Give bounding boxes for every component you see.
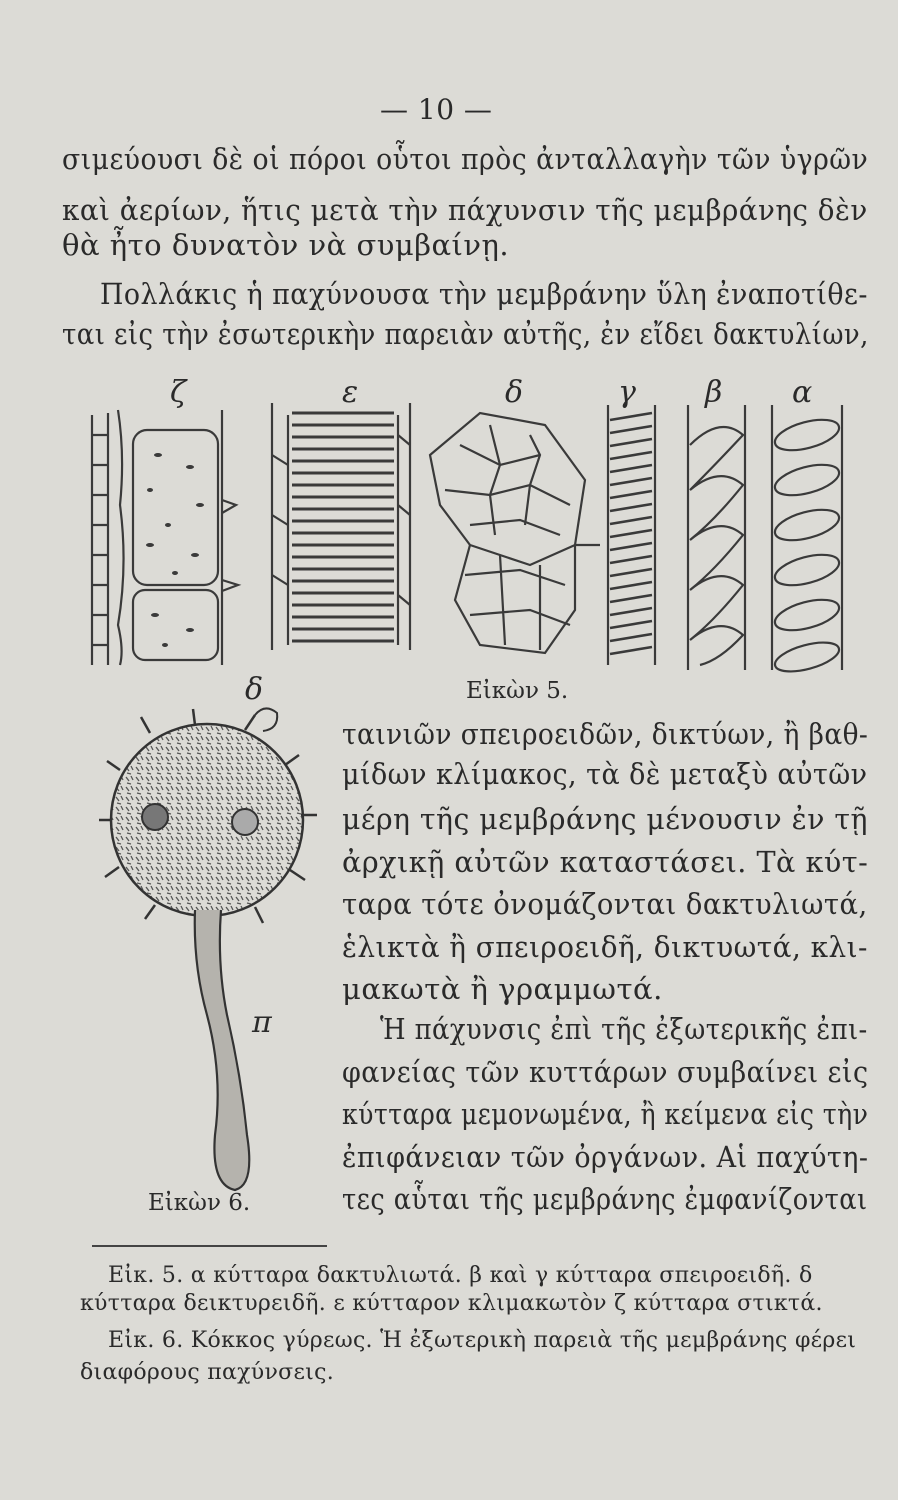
- fig5-illustration: [0, 395, 898, 695]
- fig5-cell-gamma: [608, 405, 655, 665]
- fig5-cell-beta: [688, 405, 745, 670]
- fig6-pollen-grain-illustration: [95, 695, 335, 1215]
- fig5-cell-alpha: [772, 405, 842, 677]
- fig6-label-pi: π: [252, 1005, 272, 1040]
- text-line: ταρα τότε ὀνομάζονται δακτυλιωτά,: [342, 887, 868, 921]
- fig6-label-delta: δ: [245, 672, 264, 707]
- fig5-label-zeta: ζ: [170, 375, 187, 410]
- footnote-line: διαφόρους παχύνσεις.: [80, 1360, 334, 1385]
- footnote-line: Εἰκ. 5. α κύτταρα δακτυλιωτά. β καὶ γ κύτταρα σπειροειδῆ. δ: [108, 1263, 813, 1288]
- text-line: τες αὗται τῆς μεμβράνης ἐμφανίζονται: [342, 1182, 868, 1216]
- fig5-label-delta: δ: [505, 375, 524, 410]
- text-line: ται εἰς τὴν ἐσωτερικὴν παρειὰν αὐτῆς, ἐν εἴδει δακτυλίων,: [62, 317, 869, 351]
- fig5-label-alpha: α: [792, 375, 813, 410]
- text-line: κύτταρα μεμονωμένα, ἢ κείμενα εἰς τὴν: [342, 1097, 869, 1131]
- text-line: ταινιῶν σπειροειδῶν, δικτύων, ἢ βαθ-: [342, 717, 869, 751]
- footnote-line: κύτταρα δεικτυρειδῆ. ε κύτταρον κλιμακωτὸν ζ κύτταρα στικτά.: [80, 1291, 823, 1316]
- page-number: — 10 —: [380, 93, 493, 126]
- fig6-caption: Εἰκὼν 6.: [148, 1190, 251, 1216]
- fig5-cell-zeta: [92, 410, 238, 665]
- text-line: μίδων κλίμακος, τὰ δὲ μεταξὺ αὐτῶν: [342, 757, 868, 791]
- fig5-label-epsilon: ε: [342, 375, 359, 410]
- text-line: σιμεύουσι δὲ οἱ πόροι οὗτοι πρὸς ἀνταλλαγὴν τῶν ὑγρῶν: [62, 142, 869, 176]
- footnote-line: Εἰκ. 6. Κόκκος γύρεως. Ἡ ἐξωτερικὴ παρειὰ τῆς μεμβράνης φέρει: [108, 1328, 857, 1353]
- text-line: καὶ ἀερίων, ἥτις μετὰ τὴν πάχυνσιν τῆς μεμβράνης δὲν: [62, 193, 868, 227]
- fig5-label-beta: β: [705, 375, 723, 410]
- text-line: μακωτὰ ἢ γραμμωτά.: [342, 972, 663, 1006]
- text-line: μέρη τῆς μεμβράνης μένουσιν ἐν τῇ: [342, 802, 868, 836]
- fig5-cell-epsilon: [272, 403, 410, 650]
- text-line: φανείας τῶν κυττάρων συμβαίνει εἰς: [342, 1055, 869, 1089]
- text-line: θὰ ἦτο δυνατὸν νὰ συμβαίνῃ.: [62, 228, 510, 262]
- text-line: Πολλάκις ἡ παχύνουσα τὴν μεμβράνην ὕλη ἐναποτίθε-: [100, 277, 868, 311]
- text-line: Ἡ πάχυνσις ἐπὶ τῆς ἐξωτερικῆς ἐπι-: [380, 1012, 868, 1046]
- text-line: ἐπιφάνειαν τῶν ὀργάνων. Αἱ παχύτη-: [342, 1140, 869, 1174]
- fig5-label-gamma: γ: [618, 375, 636, 410]
- text-line: ἑλικτὰ ἢ σπειροειδῆ, δικτυωτά, κλι-: [342, 930, 868, 964]
- text-line: ἀρχικῇ αὐτῶν καταστάσει. Τὰ κύτ-: [342, 845, 869, 879]
- fig5-caption: Εἰκὼν 5.: [466, 678, 569, 704]
- footnote-rule: [92, 1245, 327, 1247]
- fig5-cell-delta: [430, 413, 600, 653]
